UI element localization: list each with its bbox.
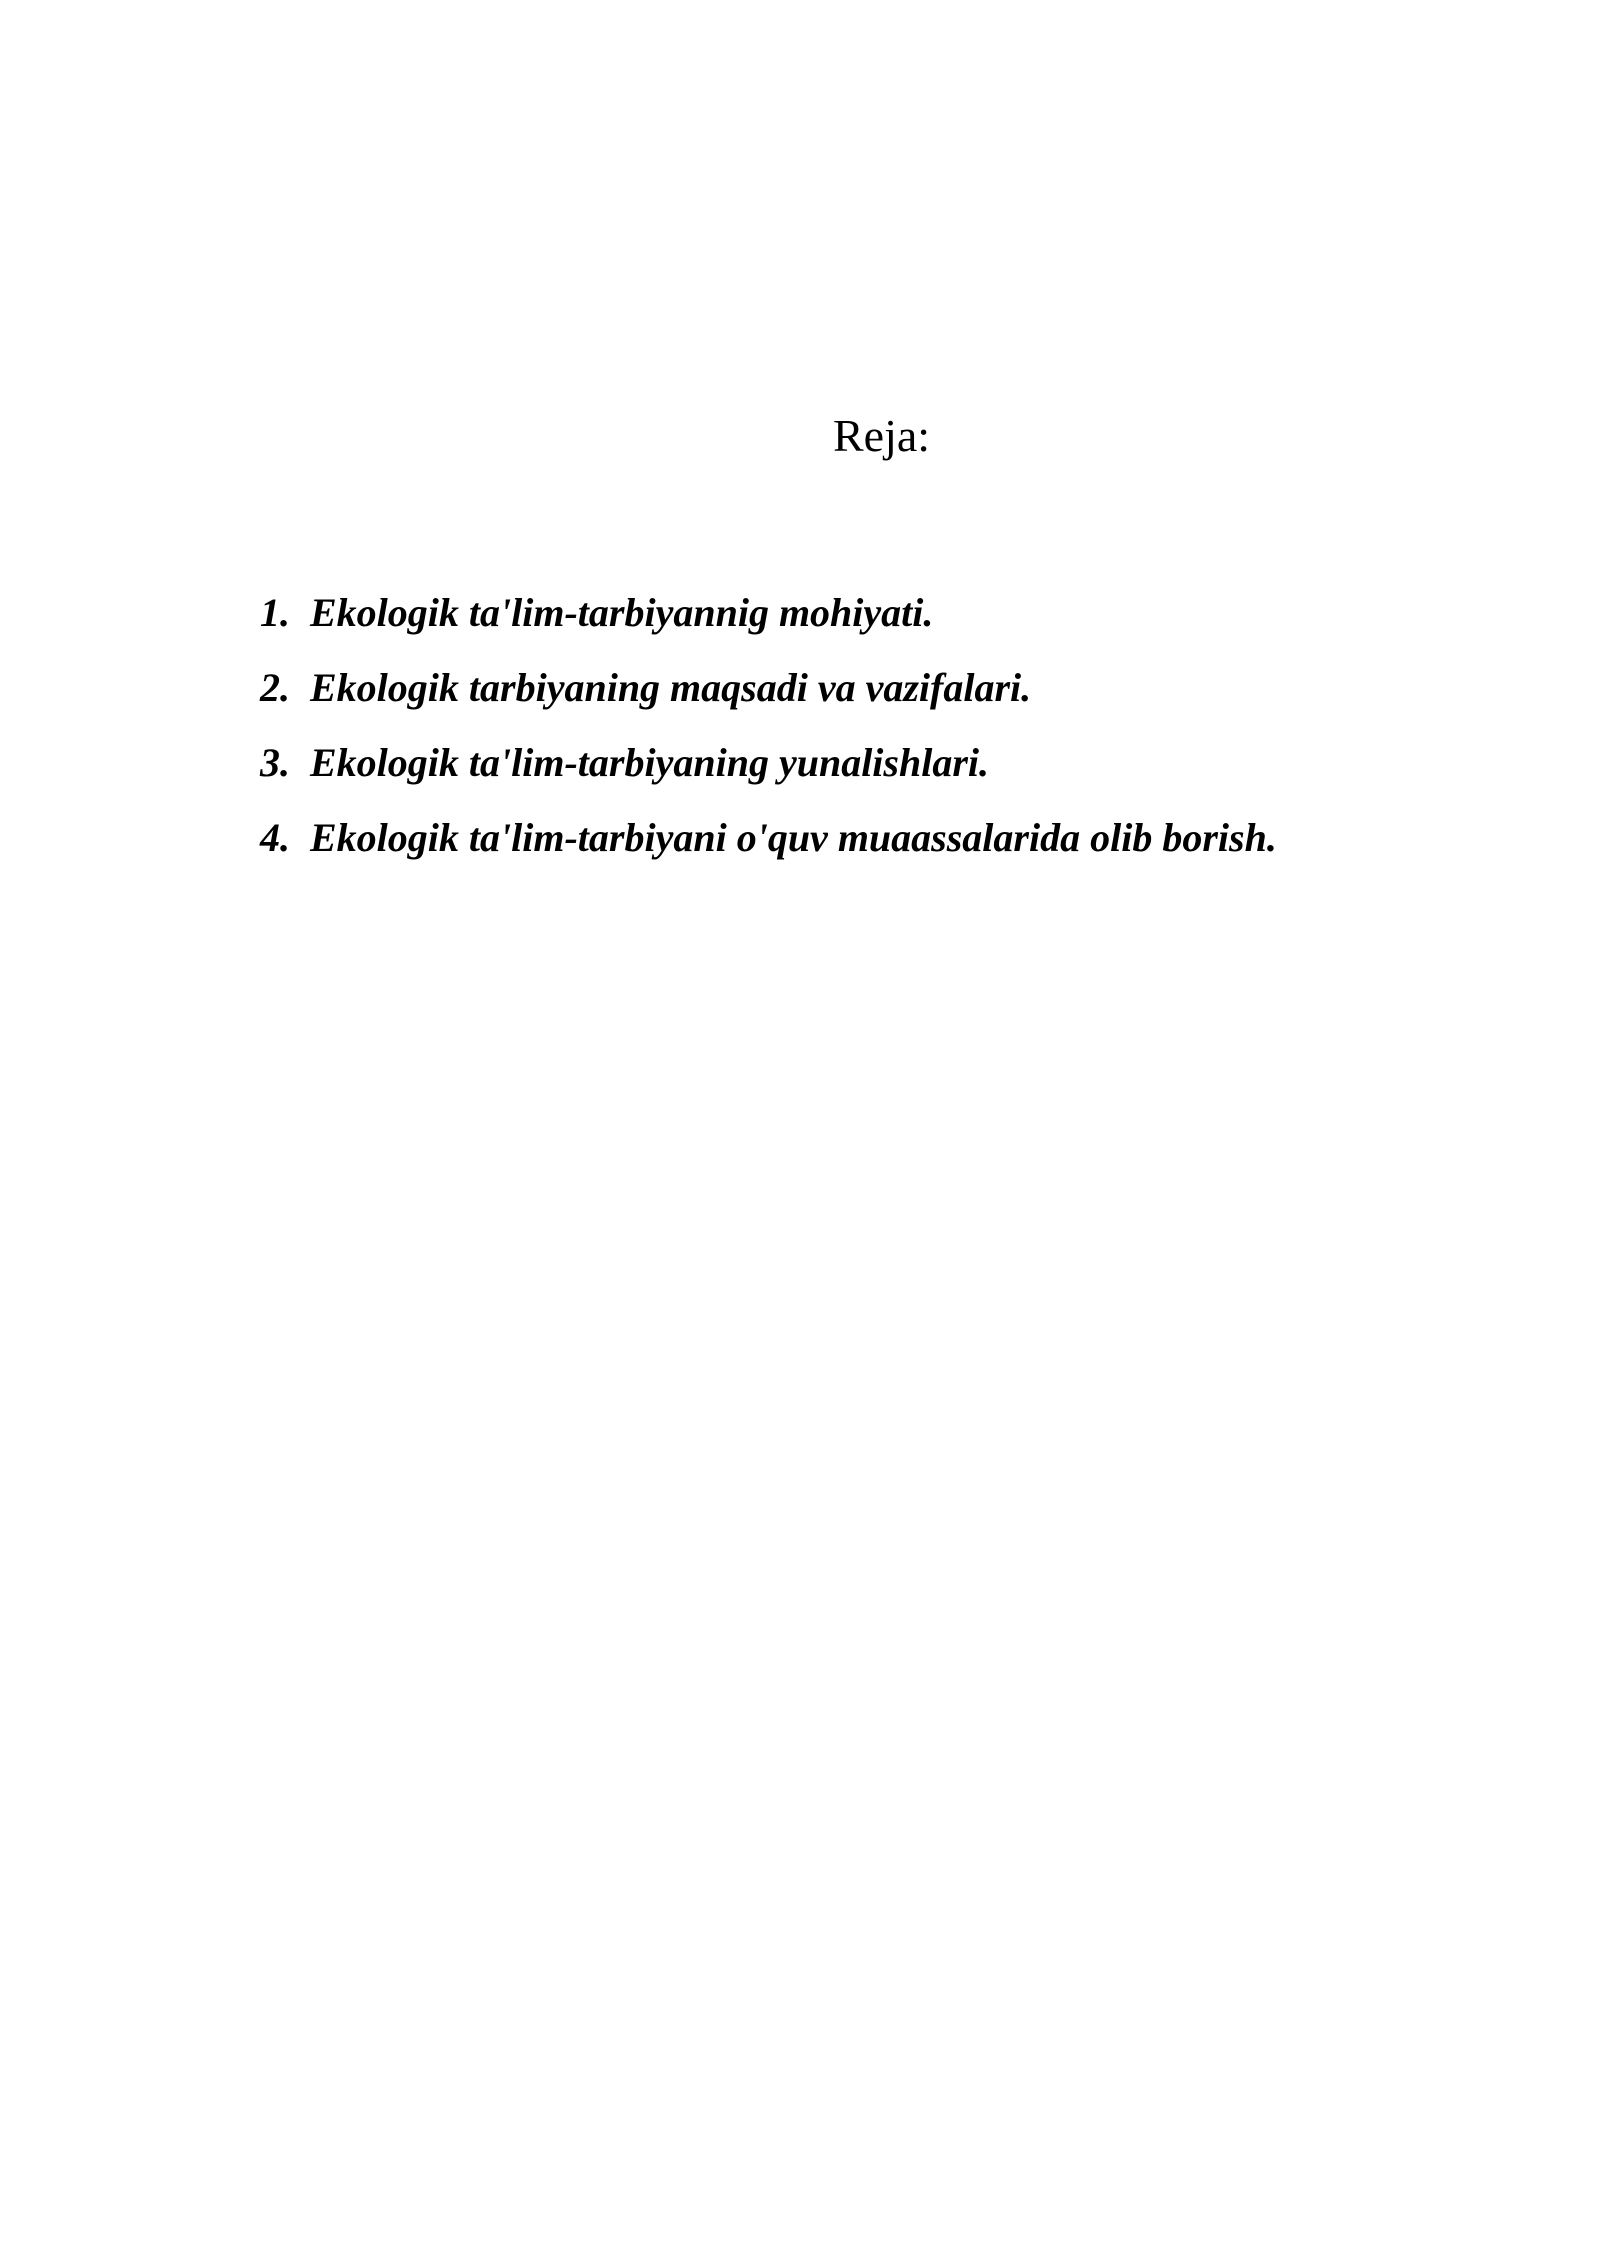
plan-item-text: Ekologik ta'lim-tarbiyaning yunalishlari. (310, 740, 990, 785)
plan-item (260, 812, 1277, 887)
plan-item (260, 737, 1277, 812)
plan-item-text: Ekologik tarbiyaning maqsadi va vazifalari. (310, 665, 1032, 710)
plan-item-text: Ekologik ta'lim-tarbiyannig mohiyati. (310, 590, 934, 635)
plan-item-number: 2. (260, 665, 290, 710)
plan-item (260, 662, 1277, 737)
plan-item-number: 1. (260, 590, 290, 635)
plan-item-number: 4. (260, 815, 290, 860)
plan-heading: Reja: (833, 410, 931, 461)
plan-list (260, 587, 1277, 887)
plan-item-text: Ekologik ta'lim-tarbiyani o'quv muaassalarida olib borish. (310, 815, 1277, 860)
plan-item (260, 587, 1277, 662)
plan-item-number: 3. (260, 740, 290, 785)
